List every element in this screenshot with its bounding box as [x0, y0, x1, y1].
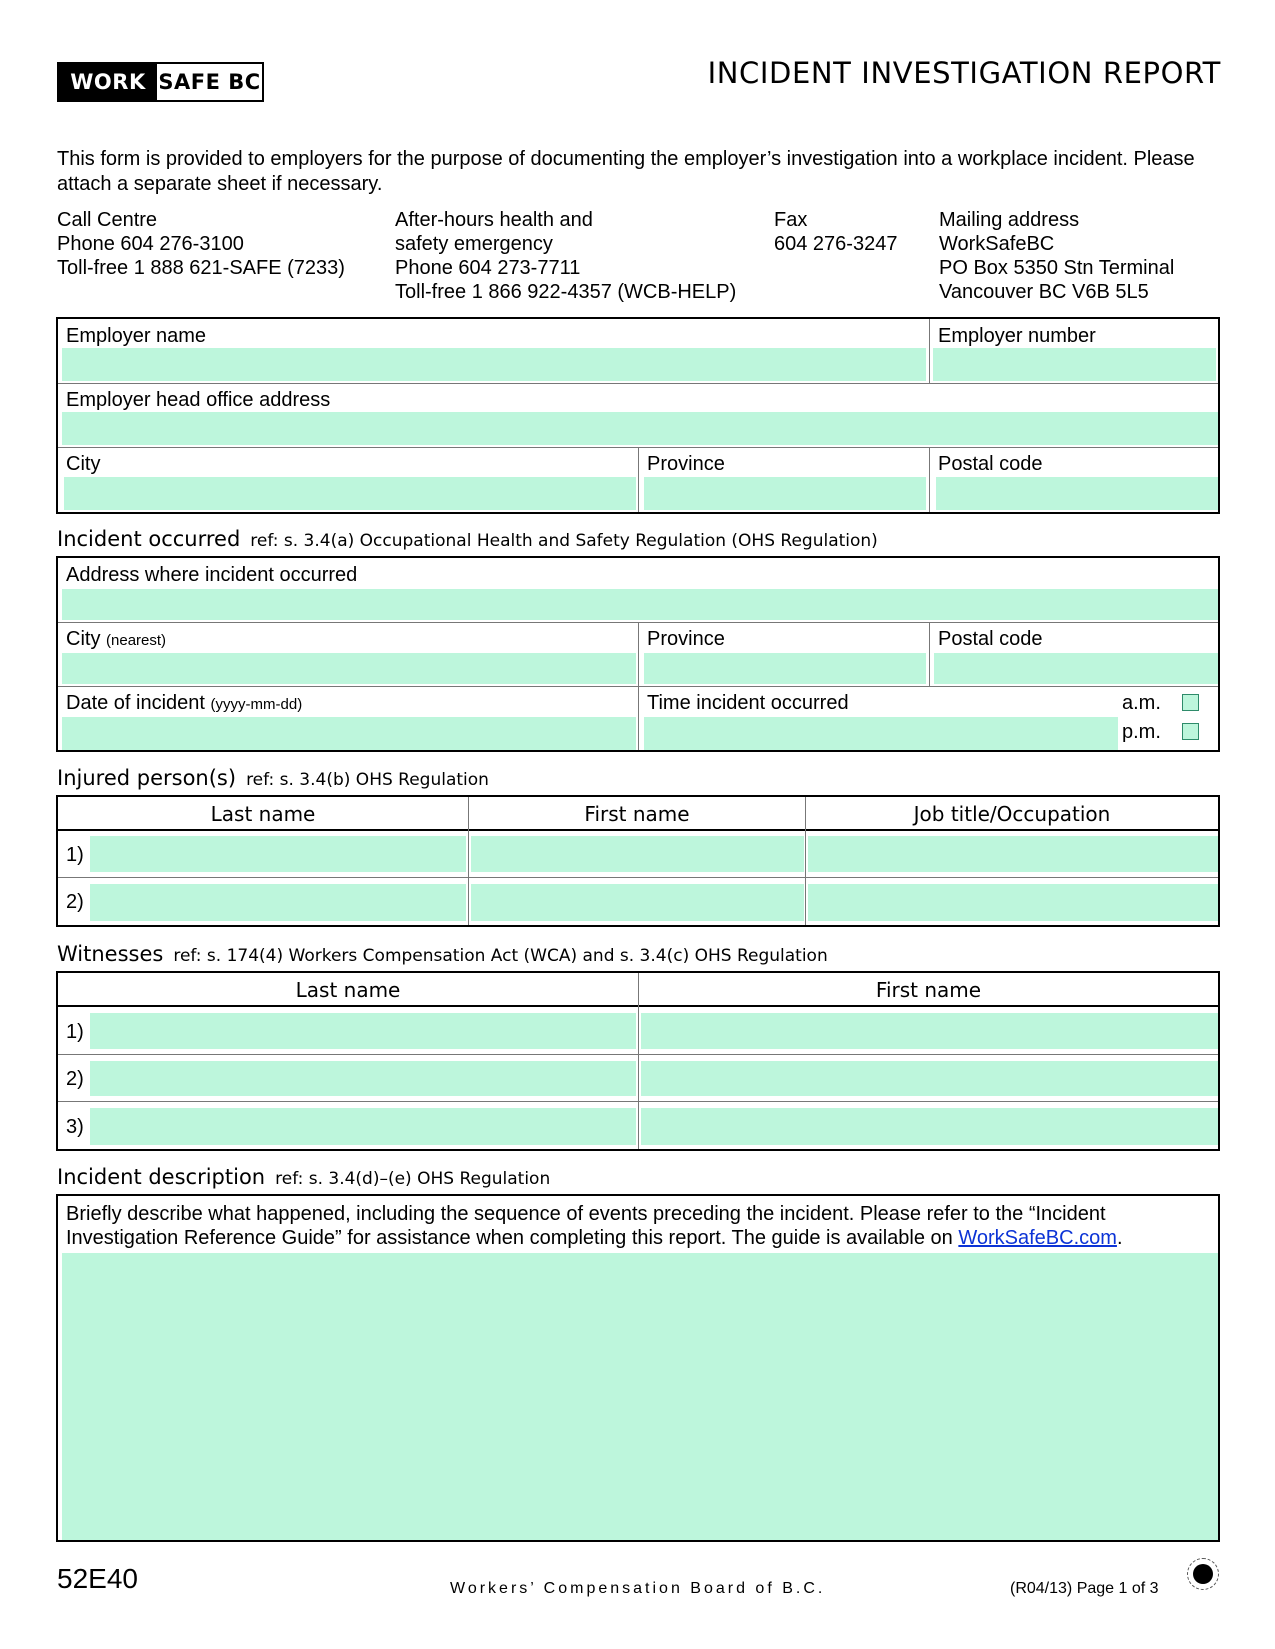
contact-line: Phone 604 276-3100: [57, 233, 244, 255]
contact-line: safety emergency: [395, 233, 553, 255]
employer-number-field[interactable]: [933, 348, 1216, 381]
section-ref: ref: s. 3.4(b) OHS Regulation: [246, 770, 489, 790]
incident-date-field[interactable]: [62, 717, 636, 750]
incident-address-field[interactable]: [62, 589, 1218, 620]
divider: [929, 448, 930, 512]
contact-line: Fax: [774, 209, 808, 231]
divider: [638, 448, 639, 512]
section-title: Incident description: [57, 1165, 266, 1189]
pm-label: p.m.: [1122, 721, 1161, 743]
employer-postal-label: Postal code: [938, 453, 1043, 475]
divider: [929, 623, 930, 686]
worksafebc-logo: [57, 62, 264, 102]
injured-2-last-name-field[interactable]: [90, 884, 466, 921]
organization-name: Workers’ Compensation Board of B.C.: [450, 1580, 826, 1597]
intro-text: This form is provided to employers for the purpose of documenting the employer’s investigation into a workplace incident. Please attach a separate sheet if necessary.: [57, 148, 1195, 195]
am-checkbox[interactable]: [1182, 694, 1199, 711]
col-job-title: Job title/Occupation: [913, 802, 1111, 826]
witness-2-last-name-field[interactable]: [90, 1061, 636, 1096]
witnesses-heading: [57, 942, 828, 966]
section-title: Injured person(s): [57, 766, 237, 790]
label-note: (nearest): [106, 632, 167, 649]
contact-line: Mailing address: [939, 209, 1080, 231]
contact-call-centre: [57, 208, 345, 280]
employer-address-field[interactable]: [62, 412, 1218, 445]
incident-time-field[interactable]: [644, 717, 1118, 750]
employer-address-label: Employer head office address: [66, 389, 331, 411]
row-number: 1): [66, 1021, 84, 1043]
page-title: INCIDENT INVESTIGATION REPORT: [707, 56, 1221, 90]
incident-province-label: Province: [647, 628, 725, 650]
employer-province-label: Province: [647, 453, 725, 475]
contact-line: Toll-free 1 866 922-4357 (WCB-HELP): [395, 281, 737, 303]
injured-2-job-title-field[interactable]: [808, 884, 1218, 921]
page-number: (R04/13) Page 1 of 3: [1010, 1580, 1159, 1597]
employer-province-field[interactable]: [644, 477, 926, 510]
pm-checkbox[interactable]: [1182, 723, 1199, 740]
contact-after-hours: [395, 208, 736, 304]
label-text: City: [66, 628, 101, 650]
label-note: (yyyy-mm-dd): [210, 696, 303, 713]
row-number: 2): [66, 1068, 84, 1090]
contact-mailing: [939, 208, 1174, 304]
contact-line: PO Box 5350 Stn Terminal: [939, 257, 1175, 279]
description-instructions: [66, 1202, 1206, 1250]
witness-1-first-name-field[interactable]: [641, 1013, 1218, 1049]
witness-3-last-name-field[interactable]: [90, 1108, 636, 1145]
row-number: 1): [66, 844, 84, 866]
employer-city-label: City: [66, 453, 101, 475]
description-field[interactable]: [62, 1253, 1218, 1540]
section-ref: ref: s. 3.4(a) Occupational Health and Safety Regulation (OHS Regulation): [250, 531, 878, 551]
divider: [58, 383, 1218, 384]
incident-date-label: [66, 692, 302, 715]
incident-occurred-heading: [57, 527, 878, 551]
witness-2-first-name-field[interactable]: [641, 1061, 1218, 1096]
divider: [58, 877, 1218, 878]
contact-line: Call Centre: [57, 209, 158, 231]
incident-address-label: Address where incident occurred: [66, 564, 358, 586]
incident-postal-label: Postal code: [938, 628, 1043, 650]
incident-city-label: [66, 628, 166, 651]
employer-number-label: Employer number: [938, 325, 1096, 347]
logo-safebc-text: SAFE BC: [158, 70, 261, 94]
divider: [638, 623, 639, 750]
contact-line: 604 276-3247: [774, 233, 898, 255]
injured-1-last-name-field[interactable]: [90, 836, 466, 872]
contact-line: Vancouver BC V6B 5L5: [939, 281, 1149, 303]
divider: [58, 829, 1218, 831]
contact-line: After-hours health and: [395, 209, 593, 231]
employer-name-field[interactable]: [62, 348, 926, 381]
incident-province-field[interactable]: [644, 653, 926, 684]
section-title: Incident occurred: [57, 527, 241, 551]
section-ref: ref: s. 174(4) Workers Compensation Act (WCA) and s. 3.4(c) OHS Regulation: [173, 946, 828, 966]
am-label: a.m.: [1122, 692, 1161, 714]
employer-name-label: Employer name: [66, 325, 207, 347]
witness-1-last-name-field[interactable]: [90, 1013, 636, 1049]
row-number: 3): [66, 1116, 84, 1138]
col-first-name: First name: [875, 978, 982, 1002]
seal-icon: [1187, 1558, 1219, 1590]
instructions-text: Briefly describe what happened, including the sequence of events preceding the incident. Please refer to the “Incident Investigation Reference Guide” for assistance when completing this report. The guide is available on: [66, 1203, 1106, 1249]
injured-2-first-name-field[interactable]: [471, 884, 804, 921]
divider: [929, 319, 930, 383]
logo-work-text: WORK: [59, 64, 157, 100]
worksafebc-link[interactable]: WorkSafeBC.com: [958, 1227, 1117, 1249]
description-heading: [57, 1165, 550, 1189]
col-last-name: Last name: [210, 802, 316, 826]
witness-3-first-name-field[interactable]: [641, 1108, 1218, 1145]
section-ref: ref: s. 3.4(d)–(e) OHS Regulation: [275, 1169, 551, 1189]
contact-line: Phone 604 273-7711: [395, 257, 581, 279]
injured-1-first-name-field[interactable]: [471, 836, 804, 872]
contact-fax: [774, 208, 897, 256]
injured-1-job-title-field[interactable]: [808, 836, 1218, 872]
section-title: Witnesses: [57, 942, 164, 966]
col-first-name: First name: [584, 802, 690, 826]
row-number: 2): [66, 891, 84, 913]
employer-postal-field[interactable]: [936, 477, 1218, 510]
label-text: Date of incident: [66, 692, 205, 714]
incident-time-label: Time incident occurred: [647, 692, 849, 714]
incident-postal-field[interactable]: [934, 653, 1218, 684]
employer-city-field[interactable]: [64, 477, 636, 510]
col-last-name: Last name: [295, 978, 401, 1002]
instructions-end: .: [1116, 1227, 1123, 1249]
contact-line: WorkSafeBC: [939, 233, 1055, 255]
form-code: 52E40: [57, 1563, 138, 1594]
contact-line: Toll-free 1 888 621-SAFE (7233): [57, 257, 345, 279]
incident-city-field[interactable]: [62, 653, 636, 684]
injured-heading: [57, 766, 489, 790]
